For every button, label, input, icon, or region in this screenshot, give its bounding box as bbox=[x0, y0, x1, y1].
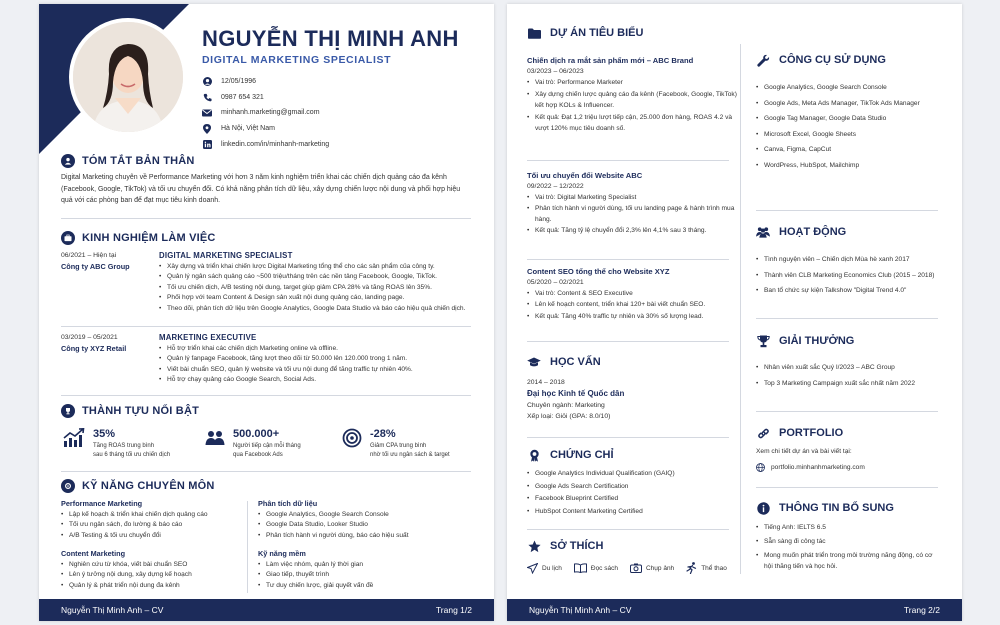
link-icon bbox=[756, 426, 770, 440]
skill-group-title: Kỹ năng mềm bbox=[258, 549, 306, 558]
activities-heading-text: HOẠT ĐỘNG bbox=[779, 226, 847, 238]
project-title: Tối ưu chuyển đổi Website ABC bbox=[527, 171, 643, 180]
tools-list bbox=[756, 80, 956, 174]
list-item: • Kết quả: Tăng tỷ lệ chuyển đổi 2,3% lên 4,1% sau 3 tháng. bbox=[527, 226, 737, 236]
contact-list bbox=[202, 74, 329, 152]
linkedin-icon bbox=[202, 139, 212, 149]
page-footer bbox=[39, 599, 494, 621]
user-icon bbox=[61, 154, 75, 168]
divider bbox=[61, 471, 471, 472]
page-number: Trang 2/2 bbox=[903, 605, 940, 615]
hobbies-heading-text: SỞ THÍCH bbox=[550, 540, 604, 552]
divider bbox=[61, 326, 471, 327]
achievement-3 bbox=[342, 428, 450, 460]
skill-list bbox=[258, 560, 458, 591]
skill-group-title: Content Marketing bbox=[61, 549, 126, 558]
profile-photo-image bbox=[73, 22, 183, 132]
job-role: MARKETING EXECUTIVE bbox=[159, 333, 257, 342]
job-date: 03/2019 – 05/2021 bbox=[61, 334, 118, 341]
list-item: • Kết quả: Tăng 40% traffic tự nhiên và 30% số lượng lead. bbox=[527, 312, 737, 322]
education-grade: Xếp loại: Giỏi (GPA: 8.0/10) bbox=[527, 413, 611, 420]
skills-heading-text: KỸ NĂNG CHUYÊN MÔN bbox=[82, 480, 215, 492]
activities-heading bbox=[756, 225, 846, 239]
summary-heading bbox=[61, 154, 195, 168]
divider bbox=[527, 529, 729, 530]
list-item: • Quản lý fanpage Facebook, tăng lượt theo dõi từ 50.000 lên 120.000 trong 1 năm. bbox=[159, 354, 484, 364]
achievement-value: 500.000+ bbox=[233, 428, 280, 440]
education-block bbox=[527, 377, 737, 422]
footer-name: Nguyễn Thị Minh Anh – CV bbox=[61, 605, 164, 615]
awards-heading-text: GIẢI THƯỞNG bbox=[779, 335, 855, 347]
hobby-label: Thể thao bbox=[701, 564, 727, 572]
list-item: • Ban tổ chức sự kiện Talkshow "Digital Trend 4.0" bbox=[756, 283, 956, 299]
divider bbox=[527, 259, 729, 260]
hobby-item bbox=[686, 562, 727, 574]
list-item: • Làm việc nhóm, quản lý thời gian bbox=[258, 560, 458, 570]
profile-photo bbox=[69, 18, 187, 136]
book-icon bbox=[574, 563, 587, 573]
list-item: • Google Analytics Individual Qualification (GAIQ) bbox=[527, 468, 737, 481]
divider bbox=[61, 395, 471, 396]
project-bullets bbox=[527, 193, 737, 237]
achievement-line-1: Giảm CPA trung bình bbox=[370, 443, 427, 449]
project-bullets bbox=[527, 78, 737, 134]
column-divider bbox=[247, 501, 248, 593]
divider bbox=[756, 411, 938, 412]
job-company: Công ty ABC Group bbox=[61, 262, 130, 271]
certificates-heading-text: CHỨNG CHỈ bbox=[550, 449, 614, 461]
project-date: 05/2020 – 02/2021 bbox=[527, 279, 584, 286]
skill-list bbox=[61, 560, 251, 591]
experience-heading bbox=[61, 231, 216, 245]
star-icon bbox=[527, 539, 541, 553]
phone-icon bbox=[202, 92, 212, 102]
divider bbox=[61, 218, 471, 219]
hobby-label: Đọc sách bbox=[590, 564, 618, 572]
running-icon bbox=[686, 562, 697, 574]
list-item: • Vai trò: Content & SEO Executive bbox=[527, 289, 737, 299]
list-item: • Lập kế hoạch & triển khai chiến dịch quảng cáo bbox=[61, 510, 251, 520]
job-company: Công ty XYZ Retail bbox=[61, 344, 127, 353]
job-1-meta bbox=[61, 252, 161, 271]
list-item: • Kết quả: Đạt 1,2 triệu lượt tiếp cận, 25.000 đơn hàng, ROAS 4.2 và vượt 120% mục tiêu doanh số. bbox=[527, 113, 737, 134]
list-item: • Tư duy chiến lược, giải quyết vấn đề bbox=[258, 581, 458, 591]
list-item: • Quản lý ngân sách quảng cáo ~500 triệu/tháng trên các nền tảng Facebook, Google, TikTok. bbox=[159, 272, 484, 282]
portfolio-link[interactable]: portfolio.minhanhmarketing.com bbox=[771, 464, 865, 471]
list-item: • Microsoft Excel, Google Sheets bbox=[756, 127, 956, 143]
divider bbox=[756, 487, 938, 488]
achievement-line-1: Tăng ROAS trung bình bbox=[93, 443, 155, 449]
hobby-item bbox=[574, 562, 618, 574]
footer-name: Nguyễn Thị Minh Anh – CV bbox=[529, 605, 632, 615]
people-icon bbox=[756, 225, 770, 239]
awards-heading bbox=[756, 334, 854, 348]
summary-heading-text: TÓM TẮT BẢN THÂN bbox=[82, 155, 195, 167]
target-icon bbox=[342, 428, 362, 460]
portfolio-text: Xem chi tiết dự án và bài viết tại: bbox=[756, 448, 852, 455]
contact-linkedin bbox=[202, 136, 329, 152]
divider bbox=[527, 160, 729, 161]
list-item: • Hỗ trợ chạy quảng cáo Google Search, Social Ads. bbox=[159, 375, 484, 385]
divider bbox=[527, 437, 729, 438]
location-pin-icon bbox=[202, 124, 212, 134]
portfolio-heading-text: PORTFOLIO bbox=[779, 427, 844, 439]
job-2-bullets bbox=[159, 344, 484, 386]
skill-group-analytics bbox=[258, 499, 458, 541]
plane-icon bbox=[527, 563, 538, 574]
list-item: • Theo dõi, phân tích dữ liệu trên Google Analytics, Google Data Studio và báo cáo hiệu quả chiến dịch. bbox=[159, 304, 484, 314]
job-role: DIGITAL MARKETING SPECIALIST bbox=[159, 251, 293, 260]
cv-page-1 bbox=[39, 4, 494, 621]
job-date: 06/2021 – Hiện tại bbox=[61, 252, 117, 259]
list-item: • Tình nguyện viên – Chiến dịch Mùa hè xanh 2017 bbox=[756, 252, 956, 268]
education-major: Chuyên ngành: Marketing bbox=[527, 402, 605, 409]
achievement-line-2: qua Facebook Ads bbox=[233, 452, 283, 458]
skill-group-soft bbox=[258, 549, 458, 591]
certificate-icon bbox=[527, 448, 541, 462]
linkedin-text[interactable]: linkedin.com/in/minhanh-marketing bbox=[221, 140, 330, 148]
list-item: • A/B Testing & tối ưu chuyển đổi bbox=[61, 531, 251, 541]
education-heading bbox=[527, 355, 601, 369]
portfolio-link-row bbox=[756, 463, 956, 472]
achievement-value: 35% bbox=[93, 428, 116, 440]
birthday-text: 12/05/1996 bbox=[221, 78, 257, 86]
candidate-name: NGUYỄN THỊ MINH ANH bbox=[202, 26, 459, 51]
page-footer bbox=[507, 599, 962, 621]
email-text[interactable]: minhanh.marketing@gmail.com bbox=[221, 109, 320, 117]
job-2-meta bbox=[61, 334, 161, 353]
skill-list bbox=[258, 510, 458, 541]
education-heading-text: HỌC VẤN bbox=[550, 356, 601, 368]
list-item: • Thành viên CLB Marketing Economics Club (2015 – 2018) bbox=[756, 268, 956, 284]
extra-info-list bbox=[756, 522, 936, 572]
projects-heading bbox=[527, 26, 643, 40]
contact-birthday bbox=[202, 74, 329, 90]
list-item: • Xây dựng chiến lược quảng cáo đa kênh (Facebook, Google, TikTok) kết hợp KOLs & Influencer. bbox=[527, 90, 737, 111]
certificates-heading bbox=[527, 448, 614, 462]
folder-icon bbox=[527, 26, 541, 40]
candidate-title: DIGITAL MARKETING SPECIALIST bbox=[202, 54, 392, 66]
project-1 bbox=[527, 56, 737, 134]
skill-group-content bbox=[61, 549, 251, 591]
projects-heading-text: DỰ ÁN TIÊU BIỂU bbox=[550, 27, 644, 39]
skills-heading bbox=[61, 479, 215, 493]
extra-info-heading bbox=[756, 501, 894, 515]
tools-heading-text: CÔNG CỤ SỬ DỤNG bbox=[779, 54, 886, 66]
list-item: • Tiếng Anh: IELTS 6.5 bbox=[756, 522, 936, 533]
info-icon bbox=[756, 501, 770, 515]
list-item: • Google Ads, Meta Ads Manager, TikTok Ads Manager bbox=[756, 96, 956, 112]
divider bbox=[756, 318, 938, 319]
project-2 bbox=[527, 171, 737, 237]
hobby-item bbox=[630, 562, 674, 574]
list-item: • Lên kế hoạch content, triển khai 120+ bài viết chuẩn SEO. bbox=[527, 300, 737, 310]
email-icon bbox=[202, 108, 212, 118]
list-item: • Phối hợp với team Content & Design sản xuất nội dung quảng cáo, landing page. bbox=[159, 293, 484, 303]
growth-chart-icon bbox=[63, 428, 85, 460]
certificates-list bbox=[527, 468, 737, 518]
hobby-label: Du lịch bbox=[542, 564, 562, 572]
list-item: • HubSpot Content Marketing Certified bbox=[527, 506, 737, 519]
hobby-item bbox=[527, 562, 562, 574]
list-item: • Xây dựng và triển khai chiến lược Digital Marketing tổng thể cho các sản phẩm của công ty. bbox=[159, 262, 484, 272]
person-icon bbox=[202, 77, 212, 87]
list-item: • Google Analytics, Google Search Console bbox=[756, 80, 956, 96]
achievement-2 bbox=[205, 428, 301, 460]
list-item: • Giao tiếp, thuyết trình bbox=[258, 570, 458, 580]
list-item: • Google Tag Manager, Google Data Studio bbox=[756, 111, 956, 127]
contact-phone bbox=[202, 90, 329, 106]
briefcase-icon bbox=[61, 231, 75, 245]
list-item: • Vai trò: Performance Marketer bbox=[527, 78, 737, 88]
graduation-cap-icon bbox=[527, 355, 541, 369]
portfolio-heading bbox=[756, 426, 843, 440]
list-item: • Canva, Figma, CapCut bbox=[756, 142, 956, 158]
gear-icon bbox=[61, 479, 75, 493]
list-item: • Nghiên cứu từ khóa, viết bài chuẩn SEO bbox=[61, 560, 251, 570]
summary-text: Digital Marketing chuyên về Performance Marketing với hơn 3 năm kinh nghiệm triển khai các chiến dịch quảng cáo đa kênh (Facebook, Google, TikTok) và tối ưu chuyển đổi. Có khả năng phân tích dữ liệu, xây dựng chiến lược nội dung và phối hợp hiệu quả với các phòng ban để đạt mục tiêu kinh doanh. bbox=[61, 174, 461, 204]
achievement-line-2: sau 6 tháng tối ưu chiến dịch bbox=[93, 452, 171, 458]
list-item: • Tối ưu ngân sách, đo lường & báo cáo bbox=[61, 520, 251, 530]
trophy-icon bbox=[61, 404, 75, 418]
achievement-value: -28% bbox=[370, 428, 396, 440]
contact-email bbox=[202, 105, 329, 121]
list-item: • Nhân viên xuất sắc Quý I/2023 – ABC Group bbox=[756, 360, 956, 376]
skill-group-performance bbox=[61, 499, 251, 541]
hobbies-list bbox=[527, 562, 739, 574]
skill-group-title: Performance Marketing bbox=[61, 499, 143, 508]
education-school: Đại học Kinh tế Quốc dân bbox=[527, 389, 625, 398]
list-item: • WordPress, HubSpot, Mailchimp bbox=[756, 158, 956, 174]
achievements-heading-text: THÀNH TỰU NỔI BẬT bbox=[82, 405, 200, 417]
list-item: • Sẵn sàng đi công tác bbox=[756, 536, 936, 547]
contact-location bbox=[202, 121, 329, 137]
list-item: • Mong muốn phát triển trong môi trường năng động, có cơ hội thăng tiến và học hỏi. bbox=[756, 550, 936, 572]
hobbies-heading bbox=[527, 539, 603, 553]
users-group-icon bbox=[205, 428, 225, 460]
education-years: 2014 – 2018 bbox=[527, 379, 565, 386]
project-title: Content SEO tổng thể cho Website XYZ bbox=[527, 267, 670, 276]
job-1-bullets bbox=[159, 262, 484, 314]
experience-heading-text: KINH NGHIỆM LÀM VIỆC bbox=[82, 232, 216, 244]
project-date: 03/2023 – 06/2023 bbox=[527, 68, 584, 75]
awards-list bbox=[756, 360, 956, 391]
list-item: • Google Analytics, Google Search Console bbox=[258, 510, 458, 520]
portfolio-block bbox=[756, 446, 956, 472]
list-item: • Hỗ trợ triển khai các chiến dịch Marketing online và offline. bbox=[159, 344, 484, 354]
list-item: • Phân tích hành vi người dùng, tối ưu landing page & hành trình mua hàng. bbox=[527, 204, 737, 225]
project-bullets bbox=[527, 289, 737, 322]
list-item: • Quản lý & phát triển nội dung đa kênh bbox=[61, 581, 251, 591]
cv-page-2 bbox=[507, 4, 962, 621]
location-text: Hà Nội, Việt Nam bbox=[221, 125, 275, 133]
achievements-heading bbox=[61, 404, 199, 418]
trophy-icon bbox=[756, 334, 770, 348]
list-item: • Facebook Blueprint Certified bbox=[527, 493, 737, 506]
divider bbox=[756, 210, 938, 211]
tools-heading bbox=[756, 53, 886, 67]
list-item: • Google Ads Search Certification bbox=[527, 481, 737, 494]
camera-icon bbox=[630, 563, 642, 573]
globe-icon bbox=[756, 463, 765, 472]
list-item: • Viết bài chuẩn SEO, quản lý website và tối ưu nội dung để tăng traffic tự nhiên 40%. bbox=[159, 365, 484, 375]
phone-text: 0987 654 321 bbox=[221, 93, 264, 101]
list-item: • Top 3 Marketing Campaign xuất sắc nhất năm 2022 bbox=[756, 376, 956, 392]
skill-group-title: Phân tích dữ liệu bbox=[258, 499, 318, 508]
skill-list bbox=[61, 510, 251, 541]
list-item: • Google Data Studio, Looker Studio bbox=[258, 520, 458, 530]
list-item: • Phân tích hành vi người dùng, báo cáo hiệu suất bbox=[258, 531, 458, 541]
job-2-details bbox=[159, 333, 484, 386]
column-divider bbox=[740, 44, 741, 574]
extra-info-heading-text: THÔNG TIN BỔ SUNG bbox=[779, 502, 894, 514]
activities-list bbox=[756, 252, 956, 299]
hobby-label: Chụp ảnh bbox=[645, 564, 675, 572]
project-3 bbox=[527, 267, 737, 322]
job-1-details bbox=[159, 251, 484, 314]
page-number: Trang 1/2 bbox=[435, 605, 472, 615]
list-item: • Tối ưu chiến dịch, A/B testing nội dung, target giúp giảm CPA 28% và tăng ROAS lên 35%. bbox=[159, 283, 484, 293]
divider bbox=[527, 341, 729, 342]
list-item: • Vai trò: Digital Marketing Specialist bbox=[527, 193, 737, 203]
achievement-line-2: nhờ tối ưu ngân sách & target bbox=[370, 452, 450, 458]
achievement-1 bbox=[63, 428, 170, 460]
project-title: Chiến dịch ra mắt sản phẩm mới – ABC Brand bbox=[527, 56, 694, 65]
project-date: 09/2022 – 12/2022 bbox=[527, 183, 584, 190]
wrench-icon bbox=[756, 53, 770, 67]
list-item: • Lên ý tưởng nội dung, xây dựng kế hoạch bbox=[61, 570, 251, 580]
achievement-line-1: Người tiếp cận mỗi tháng bbox=[233, 443, 301, 449]
